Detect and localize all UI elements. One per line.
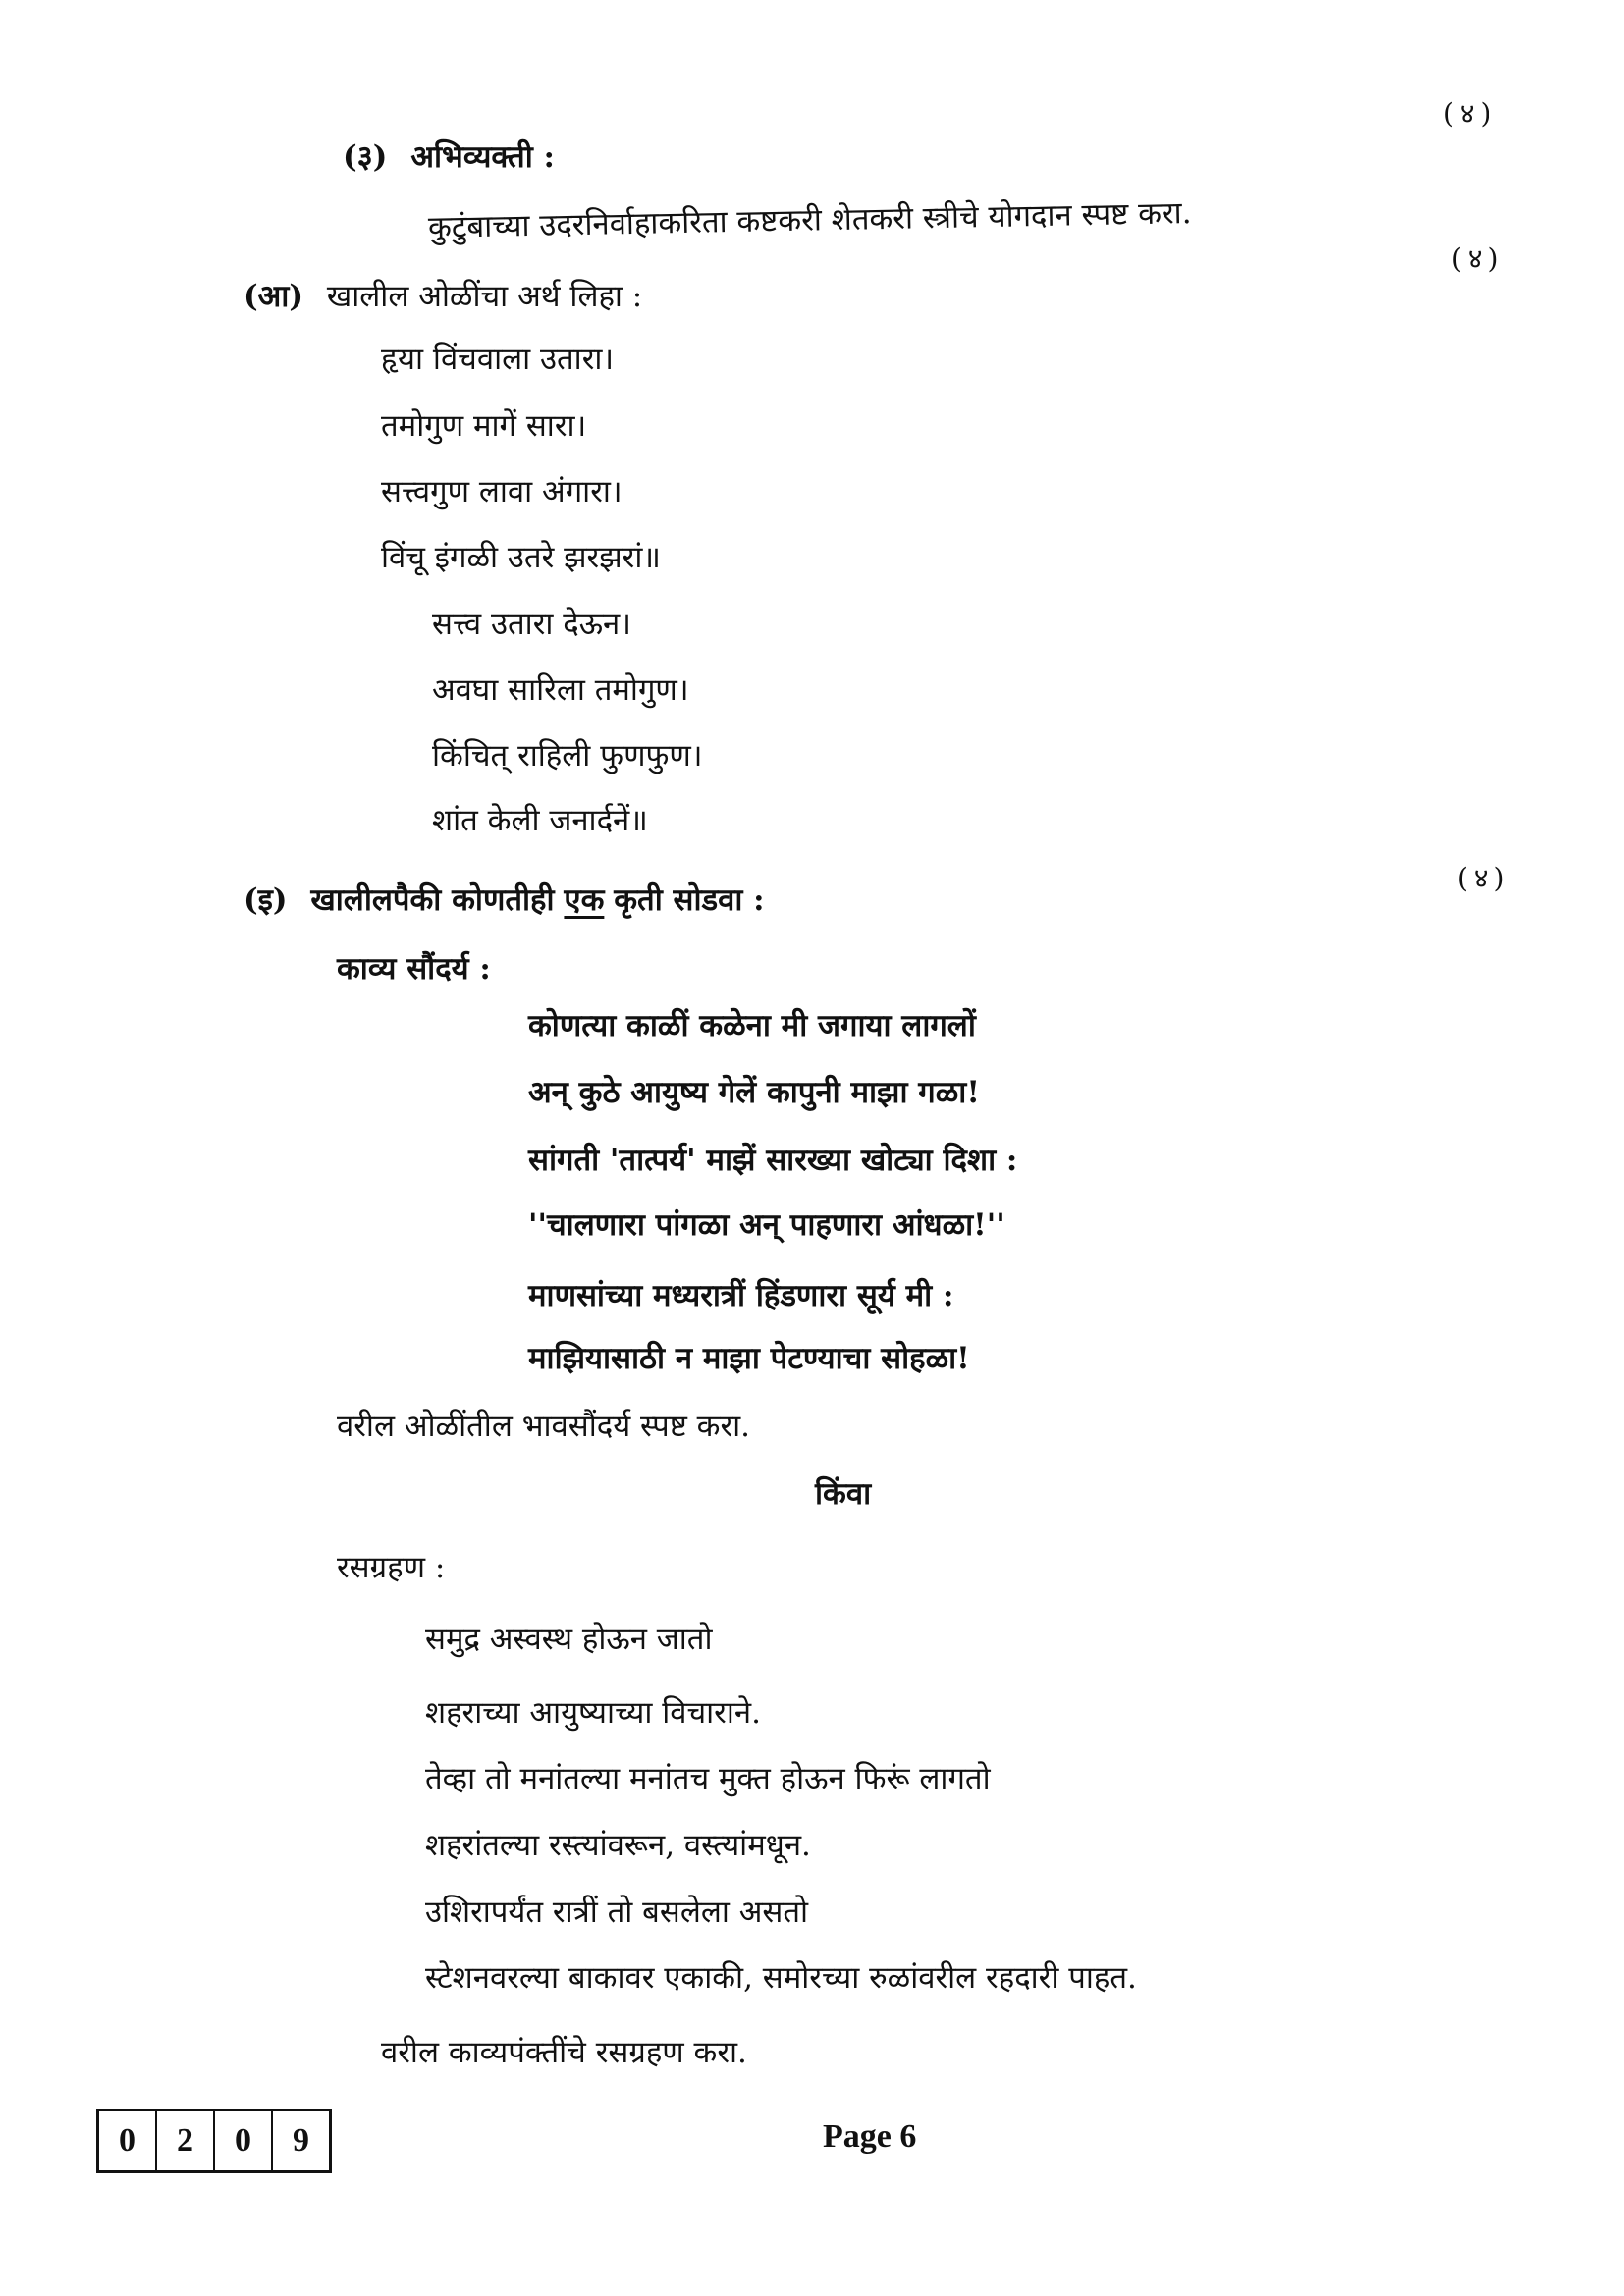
- paper-code-box: [96, 2109, 332, 2173]
- option1-instruction: वरील ओळींतील भावसौंदर्य स्पष्ट करा.: [337, 1409, 751, 1444]
- or-label: किंवा: [815, 1476, 872, 1512]
- question-number: (इ): [244, 882, 288, 918]
- option2-heading: रसग्रहण :: [337, 1550, 446, 1585]
- code-digit: 0: [99, 2111, 157, 2170]
- poem-line: स्टेशनवरल्या बाकावर एकाकी, समोरच्या रुळांवरील रहदारी पाहत.: [425, 1960, 1137, 1996]
- marks-qA: (४): [1451, 242, 1505, 275]
- poem-line: माणसांच्या मध्यरात्रीं हिंडणारा सूर्य मी :: [528, 1278, 954, 1313]
- poem-line: शहरांतल्या रस्त्यांवरून, वस्त्यांमधून.: [425, 1828, 811, 1863]
- poem-line-indented: शांत केली जनार्दनें॥: [432, 803, 648, 838]
- question-title: खालील ओळींचा अर्थ लिहा :: [326, 279, 643, 314]
- question-A-heading: [244, 277, 642, 316]
- poem-line: सांगती 'तात्पर्य' माझें सारख्या खोट्या दिशा :: [528, 1143, 1018, 1178]
- question-title-emphasis: एक: [564, 882, 605, 918]
- question-number: (आ): [244, 279, 304, 314]
- option2-instruction: वरील काव्यपंक्तींचे रसग्रहण करा.: [381, 2035, 747, 2070]
- poem-line: उशिरापर्यंत रात्रीं तो बसलेला असतो: [425, 1895, 809, 1930]
- question-3-prompt: कुटुंबाच्या उदरनिर्वाहाकरिता कष्टकरी शेतकरी स्त्रीचे योगदान स्पष्ट करा.: [427, 195, 1192, 245]
- poem-line: तेव्हा तो मनांतल्या मनांतच मुक्त होऊन फिरूं लागतो: [425, 1761, 991, 1796]
- poem-line: तमोगुण मागें सारा।: [381, 408, 587, 444]
- poem-line: कोणत्या काळीं कळेना मी जगाया लागलों: [528, 1008, 976, 1043]
- poem-line-indented: किंचित् राहिली फुणफुण।: [432, 738, 703, 774]
- poem-line: ''चालणारा पांगळा अन् पाहणारा आंधळा!'': [528, 1207, 1005, 1243]
- poem-line: विंचू इंगळी उतरे झरझरां॥: [381, 540, 661, 575]
- page-number: Page 6: [823, 2118, 917, 2155]
- code-digit: 0: [215, 2111, 273, 2170]
- question-number: (३): [343, 139, 388, 175]
- option1-heading: काव्य सौंदर्य :: [337, 951, 491, 987]
- poem-line: हृया विंचवाला उतारा।: [381, 342, 615, 377]
- code-digit: 9: [293, 2122, 309, 2159]
- poem-line: शहराच्या आयुष्याच्या विचाराने.: [425, 1695, 761, 1731]
- question-title-part: खालीलपैकी कोणतीही: [310, 882, 555, 918]
- poem-line: सत्त्वगुण लावा अंगारा।: [381, 474, 623, 509]
- code-digit: 2: [157, 2111, 215, 2170]
- poem-line: अन् कुठे आयुष्य गेलें कापुनी माझा गळा!: [528, 1075, 980, 1110]
- poem-line-indented: सत्त्व उतारा देऊन।: [432, 607, 632, 642]
- poem-line: समुद्र अस्वस्थ होऊन जातो: [425, 1622, 713, 1657]
- question-3-heading: [343, 137, 555, 177]
- question-E-heading: [244, 881, 765, 920]
- poem-line: माझियासाठी न माझा पेटण्याचा सोहळा!: [528, 1341, 970, 1376]
- marks-q3: (४): [1443, 97, 1497, 130]
- question-title-part: कृती सोडवा :: [614, 882, 765, 918]
- marks-qE: (४): [1457, 862, 1511, 894]
- question-title: अभिव्यक्ती :: [410, 139, 555, 175]
- poem-line-indented: अवघा सारिला तमोगुण।: [432, 672, 689, 708]
